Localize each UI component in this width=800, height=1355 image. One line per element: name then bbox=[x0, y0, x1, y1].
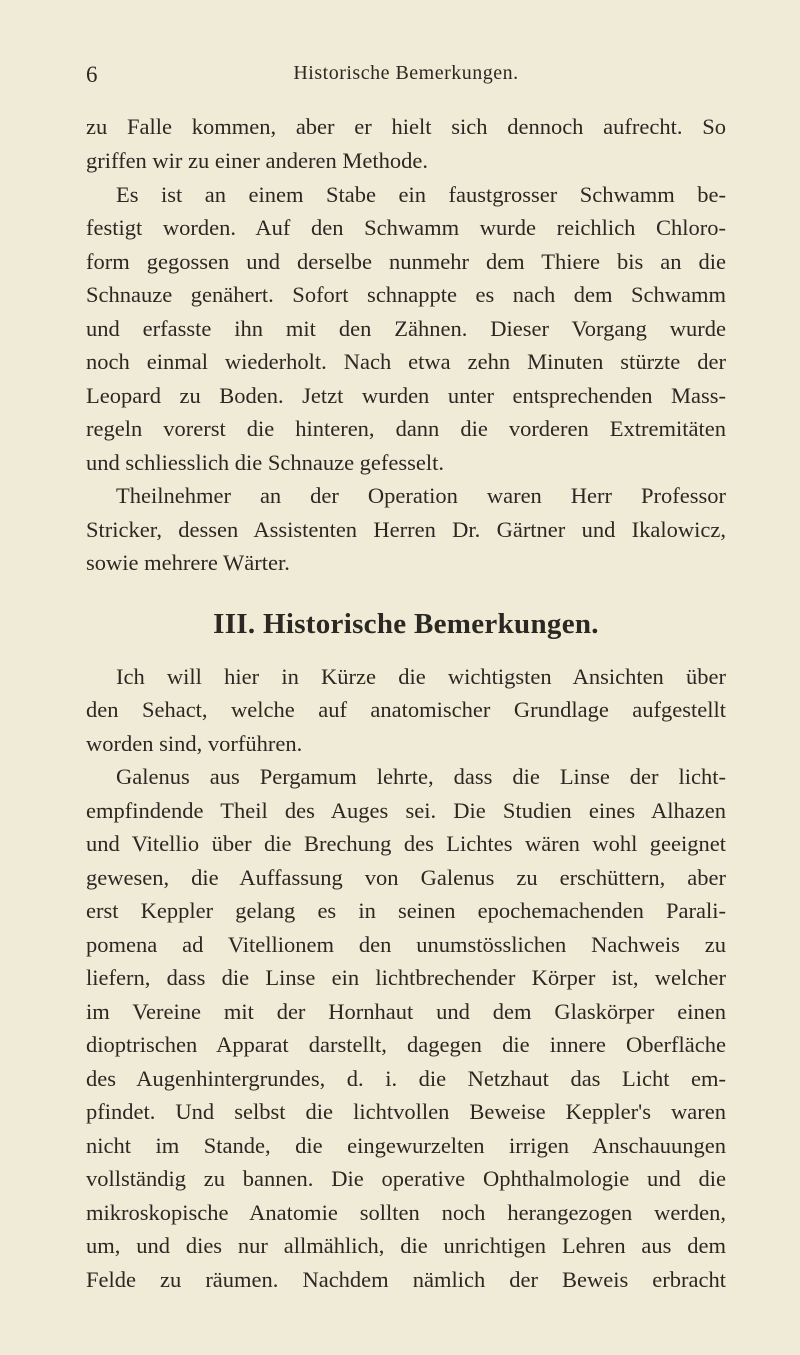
text-line: sowie mehrere Wärter. bbox=[86, 550, 290, 575]
page-header bbox=[86, 62, 726, 92]
text-line: nicht im Stande, die eingewurzelten irrigen Anschauungen bbox=[86, 1133, 726, 1158]
text-line: Galenus aus Pergamum lehrte, dass die Linse der licht- bbox=[116, 764, 726, 789]
text-line: griffen wir zu einer anderen Methode. bbox=[86, 148, 428, 173]
text-line: Ich will hier in Kürze die wichtigsten Ansichten über bbox=[116, 664, 726, 689]
text-line: Schnauze genähert. Sofort schnappte es nach dem Schwamm bbox=[86, 282, 726, 307]
text-line: zu Falle kommen, aber er hielt sich dennoch aufrecht. So bbox=[86, 114, 726, 139]
section-heading: III. Historische Bemerkungen. bbox=[213, 608, 599, 640]
text-line: des Augenhintergrundes, d. i. die Netzhaut das Licht em- bbox=[86, 1066, 726, 1091]
text-line: vollständig zu bannen. Die operative Ophthalmologie und die bbox=[86, 1166, 726, 1191]
text-line: Es ist an einem Stabe ein faustgrosser Schwamm be- bbox=[116, 182, 726, 207]
text-line: Theilnehmer an der Operation waren Herr Professor bbox=[116, 483, 726, 508]
text-line: erst Keppler gelang es in seinen epochemachenden Parali- bbox=[86, 898, 726, 923]
text-line: gewesen, die Auffassung von Galenus zu erschüttern, aber bbox=[86, 865, 726, 890]
text-line: den Sehact, welche auf anatomischer Grundlage aufgestellt bbox=[86, 697, 726, 722]
text-line: um, und dies nur allmählich, die unrichtigen Lehren aus dem bbox=[86, 1233, 726, 1258]
text-line: worden sind, vorführen. bbox=[86, 731, 303, 756]
text-line: pomena ad Vitellionem den unumstösslichen Nachweis zu bbox=[86, 932, 726, 957]
text-line: Stricker, dessen Assistenten Herren Dr. Gärtner und Ikalowicz, bbox=[86, 517, 726, 542]
text-line: und Vitellio über die Brechung des Lichtes wären wohl geeignet bbox=[86, 831, 726, 856]
text-line: festigt worden. Auf den Schwamm wurde reichlich Chloro- bbox=[86, 215, 726, 240]
text-line: Leopard zu Boden. Jetzt wurden unter entsprechenden Mass- bbox=[86, 383, 726, 408]
text-line: form gegossen und derselbe nunmehr dem Thiere bis an die bbox=[86, 249, 726, 274]
text-line: pfindet. Und selbst die lichtvollen Beweise Keppler's waren bbox=[86, 1099, 726, 1124]
text-line: empfindende Theil des Auges sei. Die Studien eines Alhazen bbox=[86, 798, 726, 823]
text-line: und erfasste ihn mit den Zähnen. Dieser Vorgang wurde bbox=[86, 316, 726, 341]
running-head: Historische Bemerkungen. bbox=[293, 62, 519, 84]
text-line: im Vereine mit der Hornhaut und dem Glaskörper einen bbox=[86, 999, 726, 1024]
page-number: 6 bbox=[86, 62, 98, 87]
text-line: Felde zu räumen. Nachdem nämlich der Beweis erbracht bbox=[86, 1267, 726, 1292]
text-line: liefern, dass die Linse ein lichtbrechender Körper ist, welcher bbox=[86, 965, 726, 990]
text-line: noch einmal wiederholt. Nach etwa zehn Minuten stürzte der bbox=[86, 349, 726, 374]
text-line: mikroskopische Anatomie sollten noch herangezogen werden, bbox=[86, 1200, 726, 1225]
text-line: und schliesslich die Schnauze gefesselt. bbox=[86, 450, 445, 475]
text-line: regeln vorerst die hinteren, dann die vorderen Extremitäten bbox=[86, 416, 726, 441]
text-line: dioptrischen Apparat darstellt, dagegen die innere Oberfläche bbox=[86, 1032, 726, 1057]
